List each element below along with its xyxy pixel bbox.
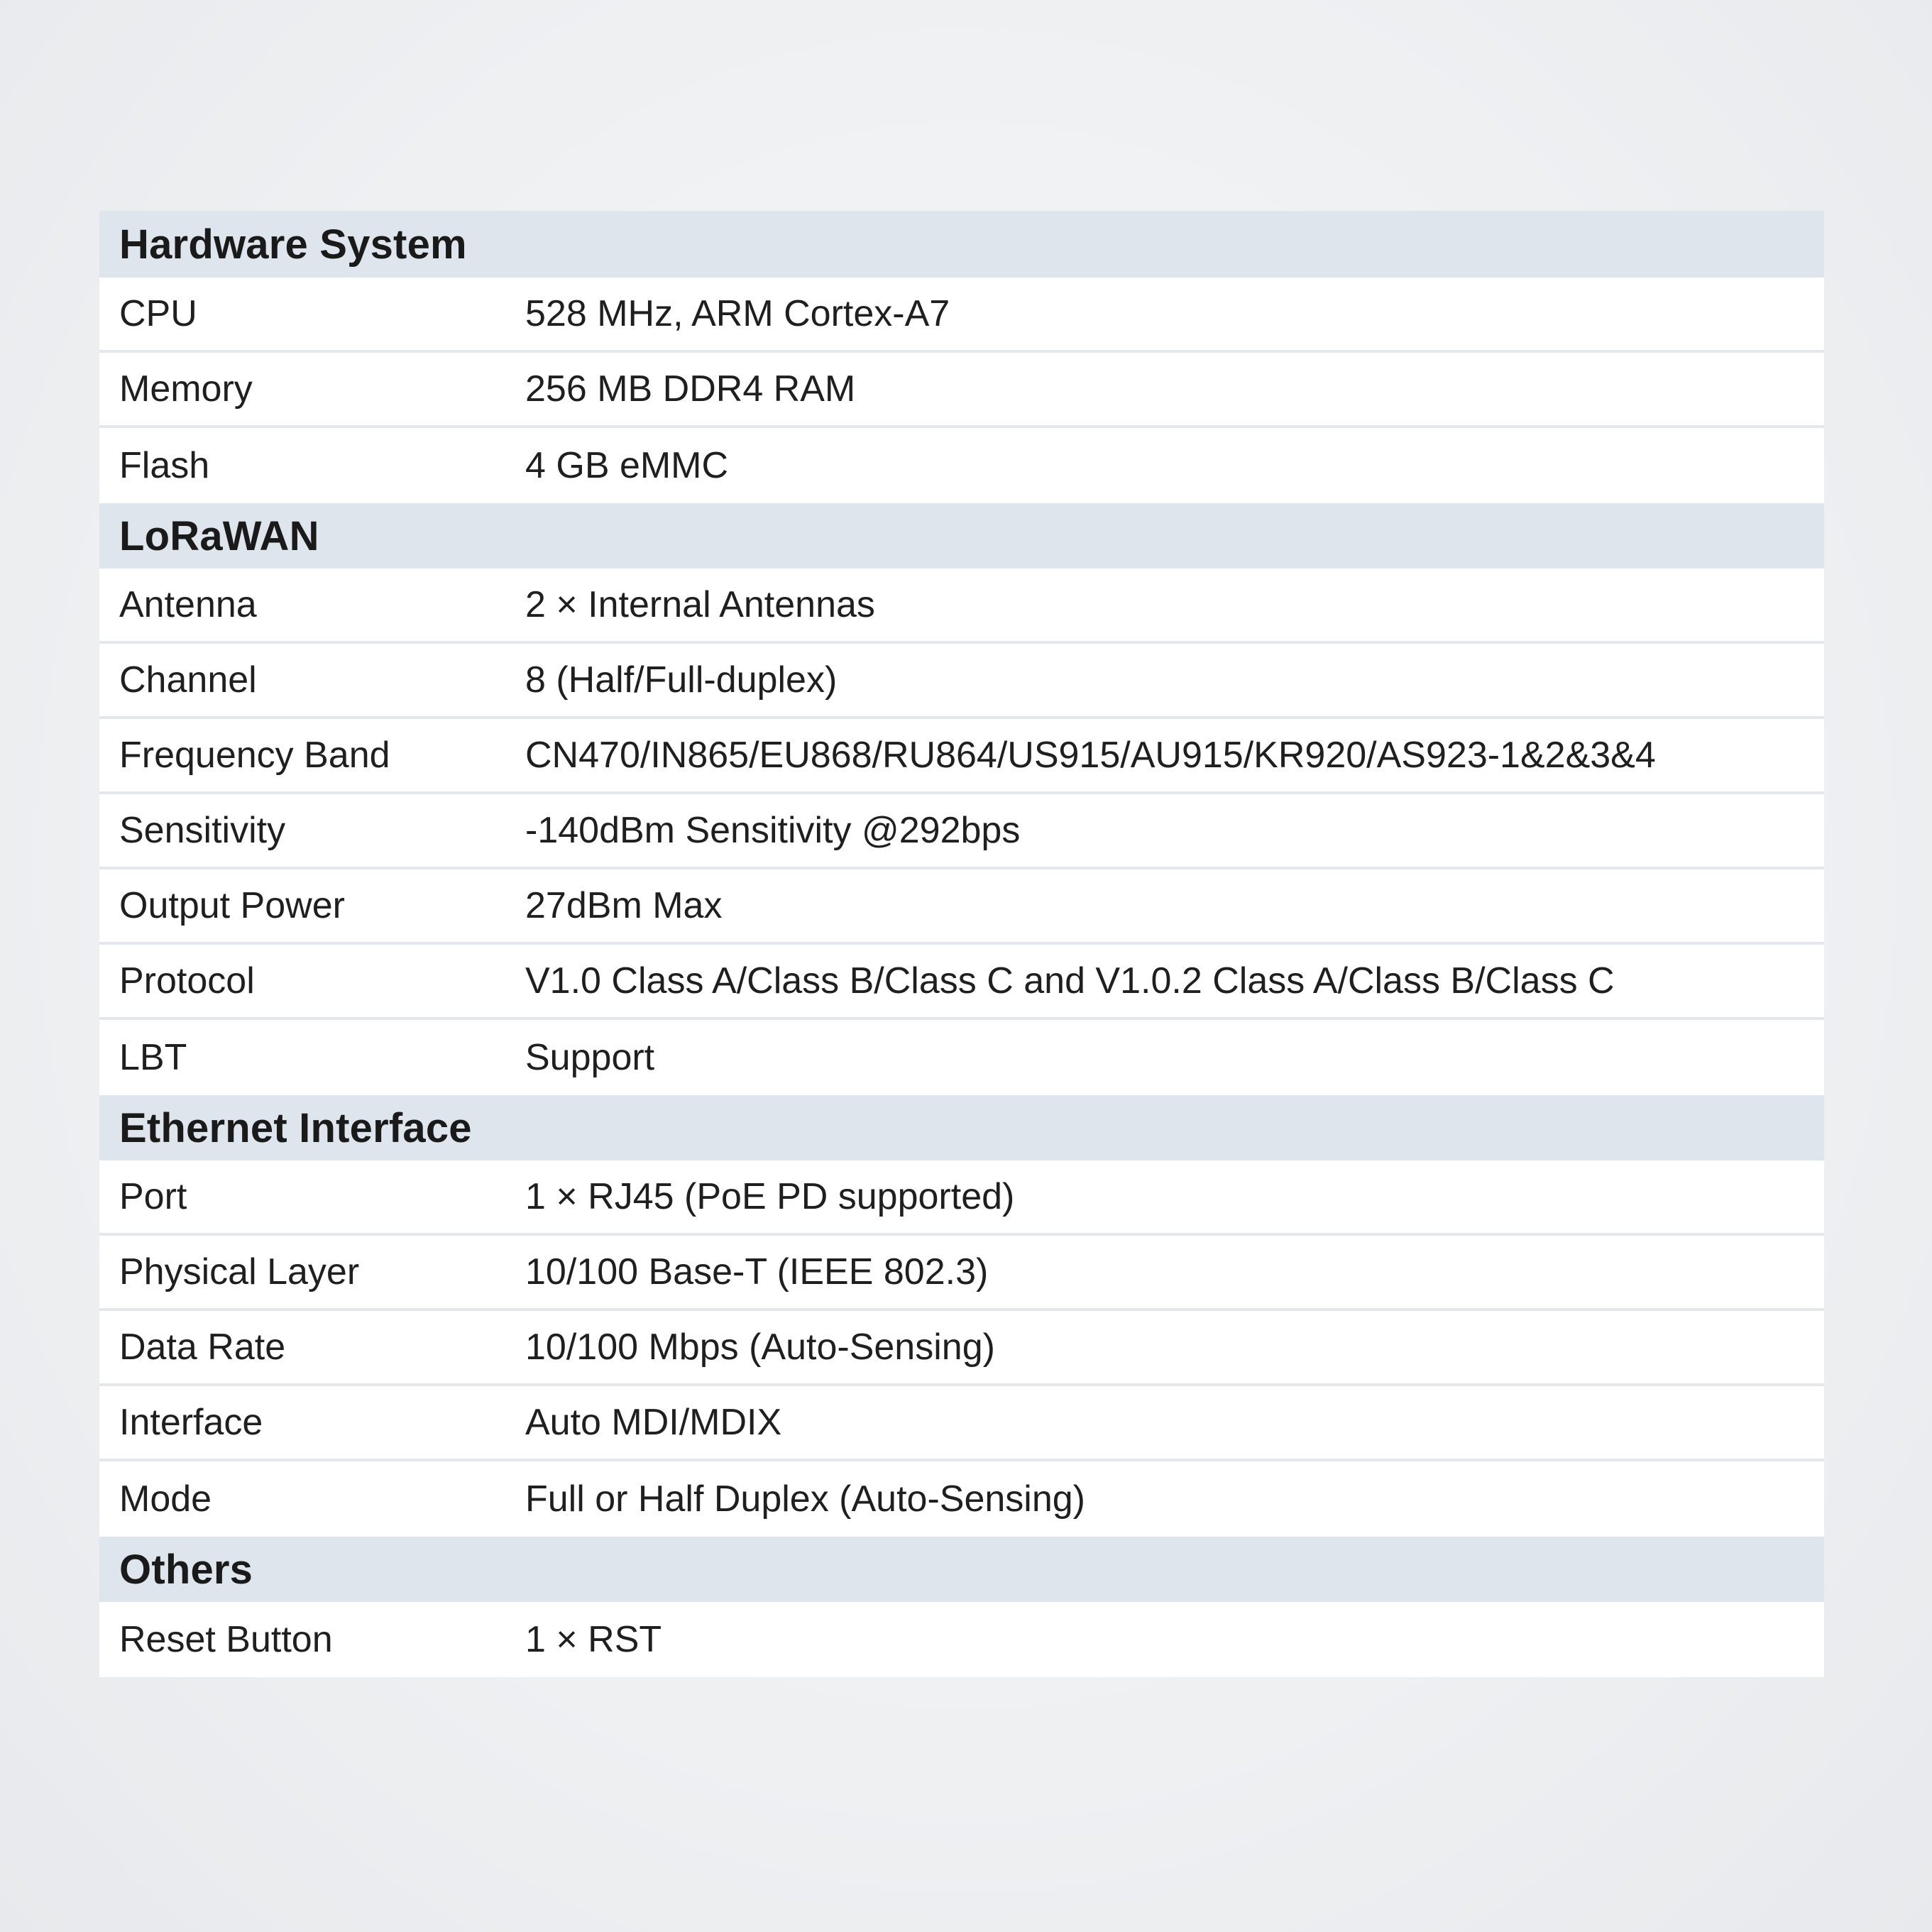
spec-value: Auto MDI/MDIX [525, 1402, 782, 1443]
spec-label: Port [119, 1176, 187, 1217]
spec-label: Data Rate [119, 1327, 286, 1368]
spec-value: 1 × RJ45 (PoE PD supported) [525, 1176, 1015, 1217]
spec-value: V1.0 Class A/Class B/Class C and V1.0.2 Class A/Class B/Class C [525, 960, 1615, 1001]
spec-row-sensitivity [99, 794, 1824, 869]
spec-row-antenna [99, 569, 1824, 644]
spec-row-cpu [99, 278, 1824, 353]
spec-value: 8 (Half/Full-duplex) [525, 659, 838, 701]
spec-row-lbt [99, 1020, 1824, 1095]
section-header-ethernet-interface: Ethernet Interface [99, 1095, 1824, 1160]
spec-label: Reset Button [119, 1619, 333, 1660]
spec-value: 256 MB DDR4 RAM [525, 368, 856, 410]
spec-row-channel [99, 644, 1824, 719]
spec-row-reset-button [99, 1602, 1824, 1677]
spec-row-physical-layer [99, 1236, 1824, 1311]
spec-value: CN470/IN865/EU868/RU864/US915/AU915/KR920/AS923-1&2&3&4 [525, 735, 1656, 776]
spec-label: Physical Layer [119, 1251, 360, 1292]
spec-value: -140dBm Sensitivity @292bps [525, 810, 1021, 851]
spec-value: Support [525, 1037, 655, 1078]
spec-row-mode [99, 1461, 1824, 1537]
spec-label: Output Power [119, 885, 345, 926]
spec-row-data-rate [99, 1311, 1824, 1386]
spec-label: Protocol [119, 960, 255, 1001]
spec-label: Frequency Band [119, 735, 390, 776]
spec-label: Memory [119, 368, 253, 410]
spec-row-output-power [99, 869, 1824, 945]
spec-value: 27dBm Max [525, 885, 723, 926]
spec-label: Antenna [119, 584, 257, 625]
spec-row-port [99, 1160, 1824, 1236]
spec-table [99, 211, 1824, 1677]
spec-row-protocol [99, 945, 1824, 1020]
spec-value: Full or Half Duplex (Auto-Sensing) [525, 1478, 1085, 1520]
spec-row-flash [99, 428, 1824, 503]
spec-value: 10/100 Mbps (Auto-Sensing) [525, 1327, 995, 1368]
spec-row-frequency-band [99, 719, 1824, 794]
spec-value: 10/100 Base-T (IEEE 802.3) [525, 1251, 989, 1292]
spec-label: CPU [119, 293, 197, 334]
spec-label: Channel [119, 659, 257, 701]
spec-value: 528 MHz, ARM Cortex-A7 [525, 293, 950, 334]
spec-row-memory [99, 353, 1824, 428]
spec-label: Mode [119, 1478, 212, 1520]
section-header-lorawan: LoRaWAN [99, 503, 1824, 569]
section-header-others: Others [99, 1537, 1824, 1602]
spec-value: 1 × RST [525, 1619, 662, 1660]
spec-row-interface [99, 1386, 1824, 1461]
spec-label: Sensitivity [119, 810, 286, 851]
spec-label: LBT [119, 1037, 187, 1078]
spec-label: Interface [119, 1402, 263, 1443]
spec-label: Flash [119, 445, 210, 486]
spec-value: 4 GB eMMC [525, 445, 729, 486]
section-header-hardware-system: Hardware System [99, 211, 1824, 278]
spec-value: 2 × Internal Antennas [525, 584, 875, 625]
